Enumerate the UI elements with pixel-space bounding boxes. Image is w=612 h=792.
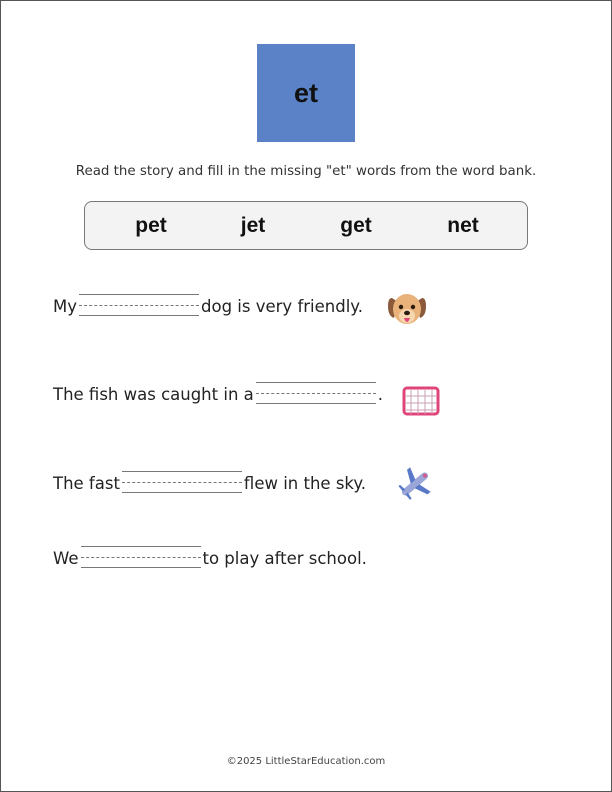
sentence-2-blank[interactable] <box>256 378 376 408</box>
sentence-1-before: My <box>53 297 78 316</box>
sentence-4 <box>53 542 367 572</box>
title-text: et <box>293 77 318 108</box>
sentence-2-after: . <box>377 385 384 404</box>
sentence-4-blank[interactable] <box>81 542 201 572</box>
net-goal-icon <box>400 384 442 418</box>
word-bank-word-jet: jet <box>240 214 266 237</box>
sentence-3-after: flew in the sky. <box>243 474 367 493</box>
sentence-1-after: dog is very friendly. <box>201 297 363 316</box>
sentence-1 <box>53 290 363 320</box>
airplane-icon <box>395 464 435 504</box>
dog-face-icon <box>386 290 428 330</box>
sentence-2-before: The fish was caught in a <box>53 385 254 404</box>
word-bank-word-pet: pet <box>135 214 167 237</box>
title-box <box>257 44 355 142</box>
footer-copyright: ©2025 LittleStarEducation.com <box>226 756 386 767</box>
sentence-3 <box>53 467 366 497</box>
word-bank-word-net: net <box>447 214 479 237</box>
instructions: Read the story and fill in the missing "et" words from the word bank. <box>75 164 537 179</box>
sentence-4-after: to play after school. <box>202 549 367 568</box>
sentence-4-before: We <box>53 549 79 568</box>
word-bank-word-get: get <box>340 214 372 237</box>
sentence-3-before: The fast <box>53 474 120 493</box>
sentence-2 <box>53 378 383 408</box>
sentence-1-blank[interactable] <box>79 290 199 320</box>
sentence-3-blank[interactable] <box>122 467 242 497</box>
word-bank <box>84 201 528 250</box>
